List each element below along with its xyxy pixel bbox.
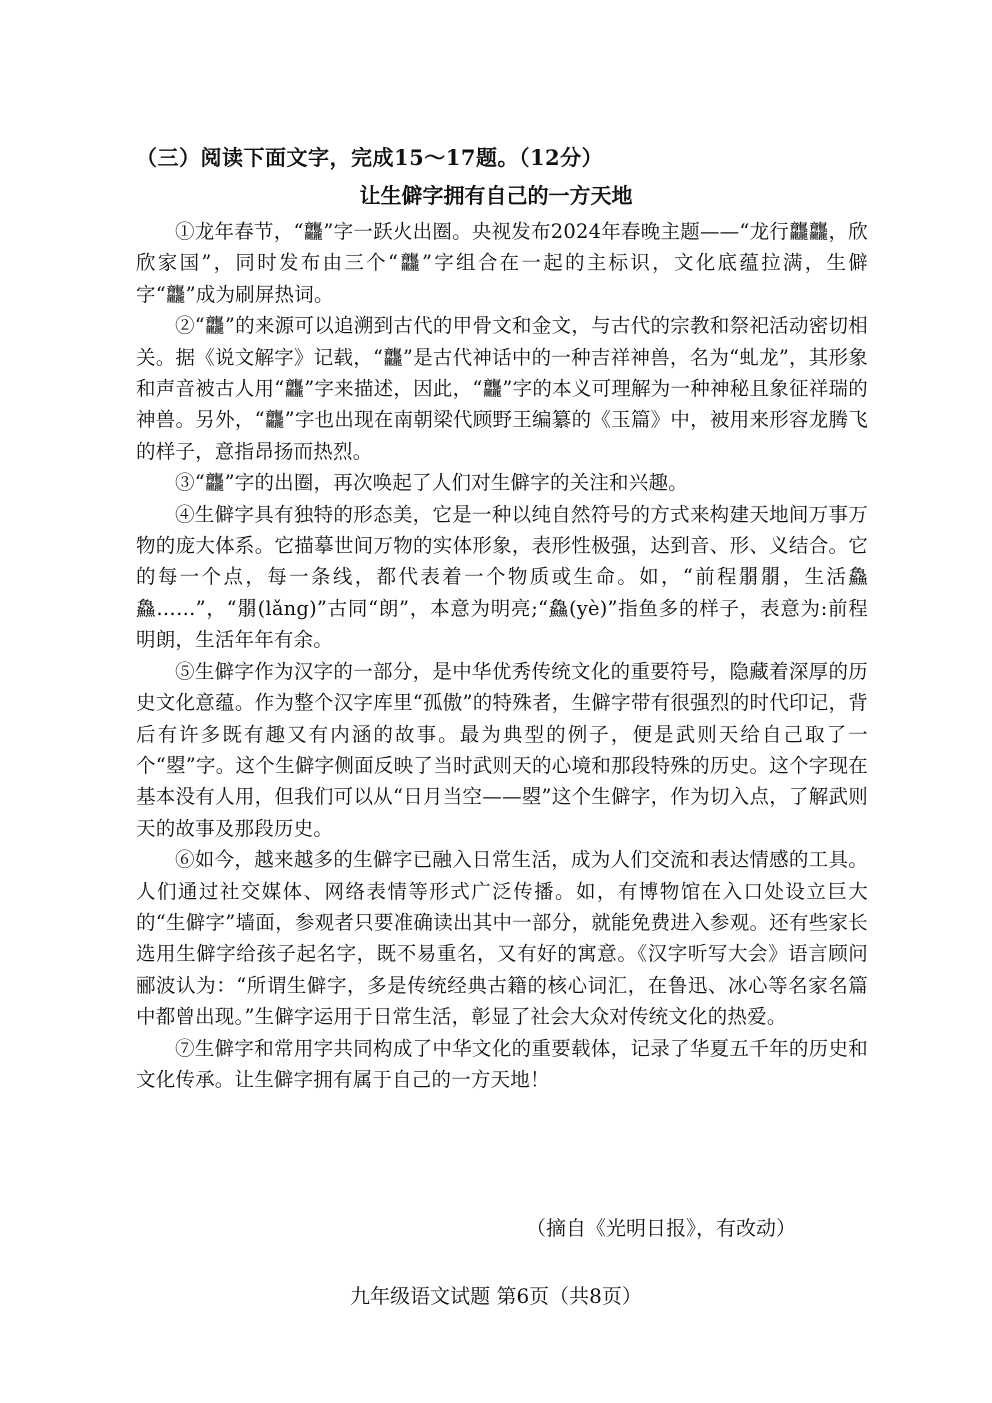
section-header: （三）阅读下面文字，完成15～17题。（12分） (136, 145, 604, 170)
paragraph-5: ⑤生僻字作为汉字的一部分，是中华优秀传统文化的重要符号，隐藏着深厚的历史文化意蕴。作为整个汉字库里“孤傲”的特殊者，生僻字带有很强烈的时代印记，背后有许多既有趣又有内涵的故事。最为典型的例子，便是武则天给自己取了一个“曌”字。这个生僻字侧面反映了当时武则天的心境和那段特殊的历史。这个字现在基本没有人用，但我们可以从“日月当空——曌”这个生僻字，作为切入点，了解武则天的故事及那段历史。 (136, 659, 868, 840)
paragraph-3: ③“龘”字的出圈，再次唤起了人们对生僻字的关注和兴趣。 (175, 471, 688, 495)
source-note: （摘自《光明日报》，有改动） (526, 1216, 796, 1240)
paragraph-2: ②“龘”的来源可以追溯到古代的甲骨文和金文，与古代的宗教和祭祀活动密切相关。据《说文解字》记载，“龘”是古代神话中的一种吉祥神兽，名为“虬龙”，其形象和声音被古人用“龘”字来描述，因此，“龘”字的本义可理解为一种神秘且象征祥瑞的神兽。另外，“龘”字也出现在南朝梁代顾野王编纂的《玉篇》中，被用来形容龙腾飞的样子，意指昂扬而热烈。 (136, 314, 868, 463)
article-body (136, 216, 868, 1095)
article-title: 让生僻字拥有自己的一方天地 (359, 183, 633, 208)
paragraph-6: ⑥如今，越来越多的生僻字已融入日常生活，成为人们交流和表达情感的工具。人们通过社交媒体、网络表情等形式广泛传播。如，有博物馆在入口处设立巨大的“生僻字”墙面，参观者只要准确读出其中一部分，就能免费进入参观。还有些家长选用生僻字给孩子起名字，既不易重名，又有好的寓意。《汉字听写大会》语言顾问郦波认为：“所谓生僻字，多是传统经典古籍的核心词汇，在鲁迅、冰心等名家名篇中都曾出现。”生僻字运用于日常生活，彰显了社会大众对传统文化的热爱。 (136, 848, 868, 1029)
page-footer: 九年级语文试题 第6页（共8页） (350, 1284, 642, 1308)
paragraph-4: ④生僻字具有独特的形态美，它是一种以纯自然符号的方式来构建天地间万事万物的庞大体系。它描摹世间万物的实体形象，表形性极强，达到音、形、义结合。它的每一个点，每一条线，都代表着一个物质或生命。如，“前程朤朤，生活鱻鱻……”，“朤(lǎng)”古同“朗”，本意为明亮;“鱻(yè)”指鱼多的样子，表意为:前程明朗，生活年年有余。 (136, 502, 868, 652)
paragraph-7: ⑦生僻字和常用字共同构成了中华文化的重要载体，记录了华夏五千年的历史和文化传承。让生僻字拥有属于自己的一方天地！ (136, 1036, 868, 1091)
paragraph-1: ①龙年春节，“龘”字一跃火出圈。央视发布2024年春晚主题——“龙行龘龘，欣欣家国”，同时发布由三个“龘”字组合在一起的主标识，文化底蕴拉满，生僻字“龘”成为刷屏热词。 (136, 220, 868, 306)
